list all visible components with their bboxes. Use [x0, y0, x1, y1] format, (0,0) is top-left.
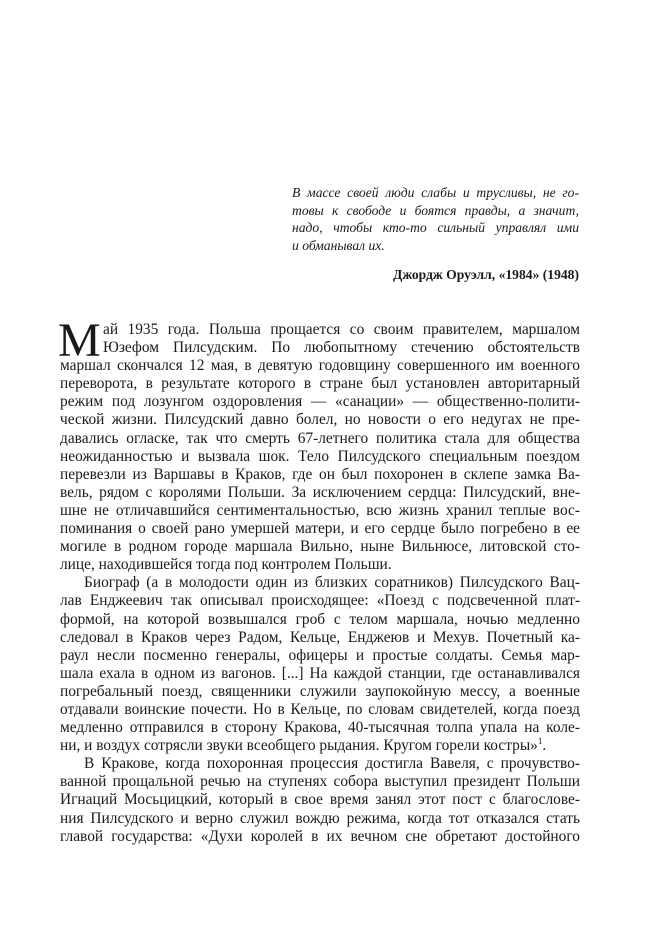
- body-text: [58, 314, 580, 846]
- text-line: погребальный поезд, священники служили заупокойную мессу, а военные: [60, 682, 580, 700]
- text-line: ни, и воздух сотрясли звуки всеобщего рыдания. Кругом горели костры»$^1$.: [60, 736, 547, 755]
- epigraph: [292, 184, 579, 284]
- epigraph-attribution: Джордж Оруэлл, «1984» (1948): [392, 267, 579, 282]
- text-line: Юзефом Пилсудским. По любопытному стечению обстоятельств: [103, 339, 580, 357]
- text-line: главой государства: «Духи королей в их вечном сне обретают достойного: [60, 827, 580, 845]
- epigraph-line: и обманывал их.: [292, 237, 385, 253]
- text-line: медленно отправился в сторону Кракова, 40-тысячная толпа упала на коле-: [60, 719, 580, 737]
- text-line: шне не отличавшийся сентиментальностью, всю жизнь хранил теплые вос-: [60, 501, 580, 519]
- text-line: ния Пилсудского и верно служил вождю режима, когда тот отказался стать: [60, 809, 580, 827]
- text-line: вель, рядом с королями Польши. За исключением сердца: Пилсудский, вне-: [60, 483, 580, 501]
- text-line: могиле в родном городе маршала Вильно, ныне Вильнюсе, литовской сто-: [60, 538, 580, 556]
- text-line: переворота, в результате которого в стране был установлен авторитарный: [60, 375, 580, 393]
- text-line: отдавали воинские почести. Но в Кельце, по словам свидетелей, когда поезд: [60, 700, 580, 718]
- text-line-content: ни, и воздух сотрясли звуки всеобщего рыдания. Кругом горели костры»: [60, 737, 538, 755]
- text-line: раул несли посменно генералы, офицеры и простые солдаты. Семья мар-: [60, 646, 580, 664]
- footnote-marker[interactable]: 1: [537, 736, 543, 747]
- text-line: формой, на которой возвышался гроб с телом маршала, ночью медленно: [60, 610, 580, 628]
- paragraph-1: [58, 314, 580, 574]
- text-line: ванной прощальной речью на ступенях собора выступил президент Польши: [60, 773, 580, 791]
- text-line: неожиданностью и вызвала шок. Тело Пилсудского специальным поездом: [60, 447, 580, 465]
- text-line: Игнаций Мосьцицкий, который в свое время занял этот пост с благослове-: [60, 791, 580, 809]
- text-line: шала ехала в одном из вагонов. [...] На каждой станции, где останавливался: [60, 664, 580, 682]
- epigraph-line: В массе своей люди слабы и трусливы, не го-: [292, 185, 579, 200]
- text-line: маршал скончался 12 мая, в девятую годовщину совершенного им военного: [60, 357, 580, 375]
- epigraph-line: товы к свободе и боятся правды, а значит,: [292, 202, 579, 218]
- text-line: перевезли из Варшавы в Краков, где он был похоронен в склепе замка Ва-: [60, 465, 580, 483]
- text-line: режим под лозунгом оздоровления — «санации» — общественно-полити-: [60, 393, 580, 411]
- epigraph-line: надо, чтобы кто-то сильный управлял ими: [292, 220, 579, 235]
- text-line: лице, находившейся тогда под контролем Польши.: [60, 556, 392, 574]
- drop-cap: М: [58, 314, 101, 367]
- paragraph-2: [60, 574, 580, 755]
- text-line: следовал в Краков через Радом, Кельце, Енджеюв и Мехув. Почетный ка-: [60, 628, 580, 646]
- text-line: ческой жизни. Пилсудский давно болел, но новости о его недугах не пре-: [60, 411, 580, 429]
- text-line: В Кракове, когда похоронная процессия достигла Вавеля, с прочувство-: [84, 755, 580, 773]
- text-line: давались огласке, так что смерть 67-летнего политика стала для общества: [60, 429, 580, 447]
- text-line: Биограф (а в молодости один из близких соратников) Пилсудского Вац-: [84, 574, 580, 592]
- text-line: поминания о своей рано умершей матери, и его сердце было погребено в ее: [60, 520, 580, 538]
- text-line: ай 1935 года. Польша прощается со своим правителем, маршалом: [103, 321, 580, 338]
- paragraph-3: [60, 755, 580, 845]
- text-line: лав Енджеевич так описывал происходящее: «Поезд с подсвеченной плат-: [60, 592, 580, 610]
